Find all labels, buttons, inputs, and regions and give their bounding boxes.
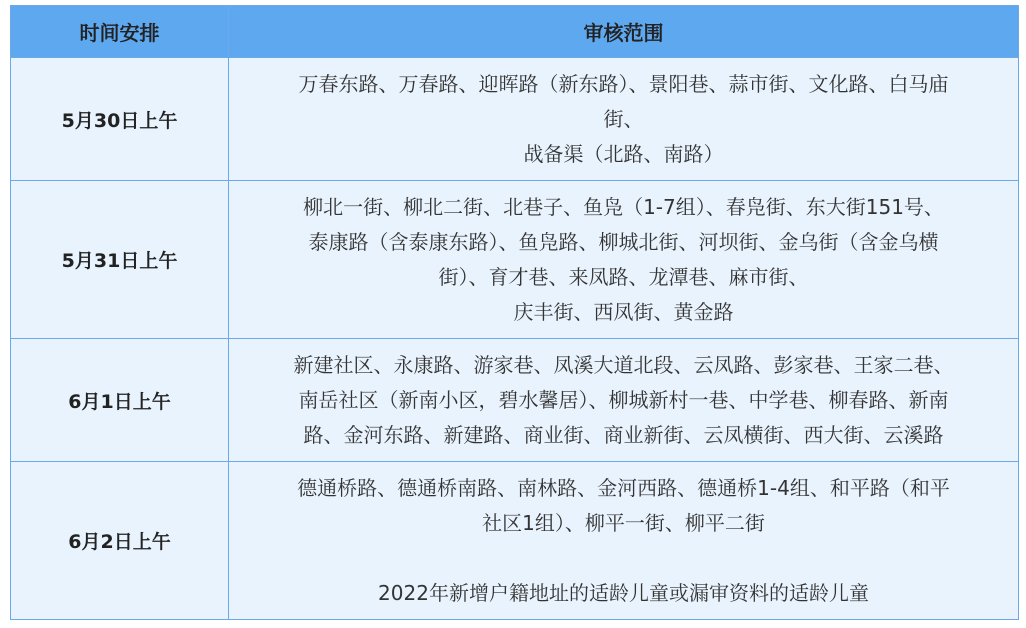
scope-spacer: [229, 541, 1018, 576]
header-review-scope: 审核范围: [229, 6, 1019, 58]
scope-line: 2022年新增户籍地址的适龄儿童或漏审资料的适龄儿童: [378, 580, 869, 605]
review-scope-cell: [229, 181, 1019, 339]
scope-line: 社区1组）、柳平一街、柳平二街: [482, 510, 765, 535]
scope-line: 南岳社区（新南小区，碧水馨居）、柳城新村一巷、中学巷、柳春路、新南: [298, 387, 949, 412]
table-header-row: [11, 6, 1019, 58]
schedule-date: 6月1日上午: [11, 339, 229, 462]
scope-line: 路、金河东路、新建路、商业街、商业新街、云凤横街、西大街、云溪路: [303, 422, 944, 447]
scope-line: 泰康路（含泰康东路）、鱼凫路、柳城北街、河坝街、金乌街（含金乌横: [308, 229, 939, 254]
review-scope-cell: [229, 58, 1019, 181]
review-schedule-table: [10, 5, 1019, 620]
table-row: [11, 181, 1019, 339]
scope-line: 万春东路、万春路、迎晖路（新东路）、景阳巷、蒜市街、文化路、白马庙: [298, 71, 949, 96]
schedule-date: 5月30日上午: [11, 58, 229, 181]
review-scope-cell: [229, 462, 1019, 620]
scope-line: 战备渠（北路、南路）: [523, 141, 724, 166]
scope-line: 柳北一街、柳北二街、北巷子、鱼凫（1-7组）、春凫街、东大街151号、: [303, 194, 944, 219]
scope-line: 街、: [603, 106, 644, 131]
table-row: [11, 339, 1019, 462]
scope-line: 街）、育才巷、来凤路、龙潭巷、麻市街、: [438, 264, 809, 289]
table-row: [11, 462, 1019, 620]
schedule-date: 6月2日上午: [11, 462, 229, 620]
scope-line: 庆丰街、西凤街、黄金路: [513, 299, 734, 324]
schedule-date: 5月31日上午: [11, 181, 229, 339]
table-row: [11, 58, 1019, 181]
scope-line: 新建社区、永康路、游家巷、凤溪大道北段、云凤路、彭家巷、王家二巷、: [293, 352, 954, 377]
review-scope-cell: [229, 339, 1019, 462]
header-time-schedule: 时间安排: [11, 6, 229, 58]
scope-line: 德通桥路、德通桥南路、南林路、金河西路、德通桥1-4组、和平路（和平: [297, 475, 950, 500]
